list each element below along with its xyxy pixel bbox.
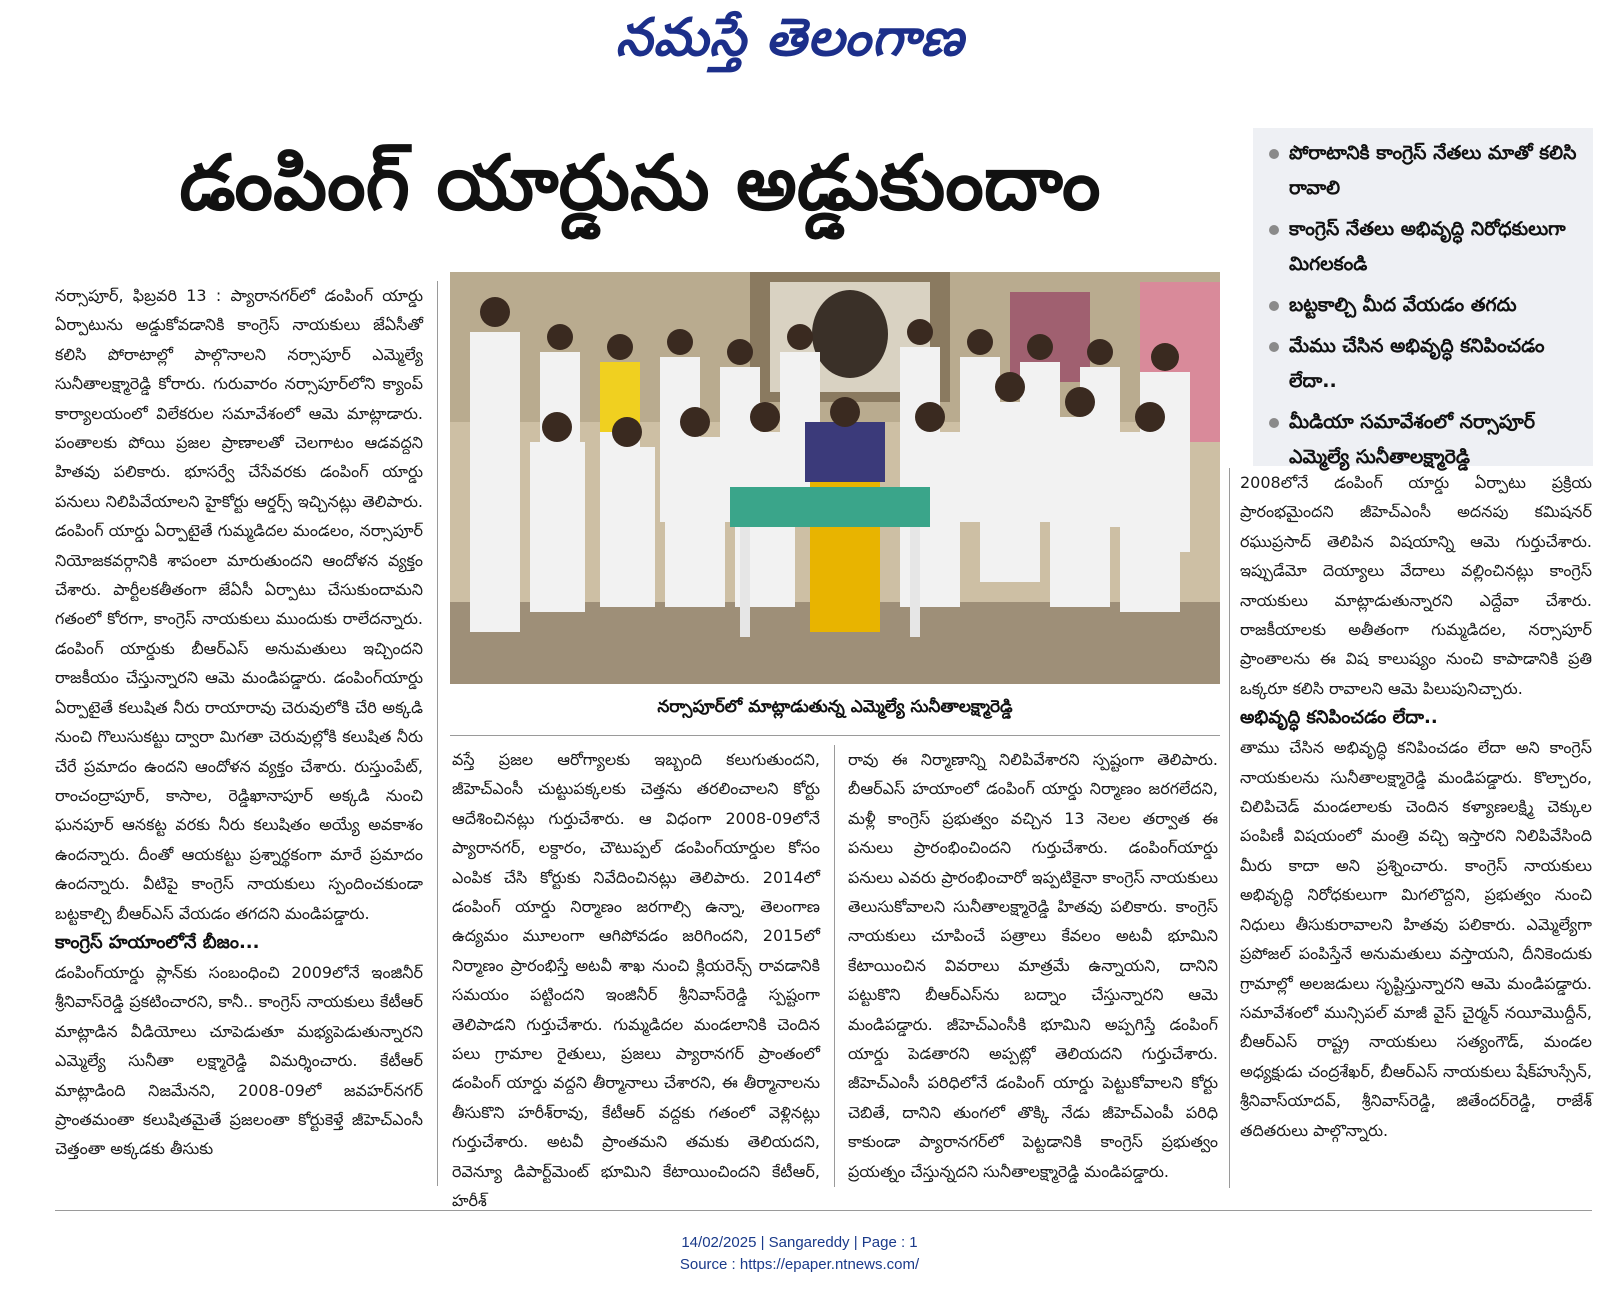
highlight-item: మీడియా సమావేశంలో నర్సాపూర్ ఎమ్మెల్యే సునీతాలక్ష్మారెడ్డి [1263, 405, 1585, 475]
highlight-item: కాంగ్రెస్ నేతలు అభివృద్ధి నిరోధకులుగా మిగలకండి [1263, 212, 1585, 282]
article-subhead: కాంగ్రెస్ హయాంలోనే బీజం... [55, 931, 260, 953]
article-subhead: అభివృద్ధి కనిపించడం లేదా.. [1240, 707, 1438, 729]
article-paragraph: నర్సాపూర్, ఫిబ్రవరి 13 : ప్యారానగర్‌లో డంపింగ్ యార్డు ఏర్పాటును అడ్డుకోవడానికి కాంగ్రెస్ నాయకులు జేఏసీతో కలిసి పోరాటాల్లో పాల్గొనాలని నర్సాపూర్ ఎమ్మెల్యే సునీతాలక్ష్మారెడ్డి కోరారు. గురువారం నర్సాపూర్‌లోని క్యాంప్ కార్యాలయంలో విలేకరుల సమావేశంలో ఆమె మాట్లాడారు. పంతాలకు పోయి ప్రజల ప్రాణాలతో చెలగాటం ఆడవద్దని హితవు పలికారు. భూసర్వే చేసేవరకు డంపింగ్ యార్డు పనులు నిలిపివేయాలని హైకోర్టు ఆర్డర్స్ ఇచ్చినట్లు తెలిపారు. డంపింగ్ యార్డు ఏర్పాటైతే గుమ్మడిదల మండలం, నర్సాపూర్ నియోజకవర్గానికి శాపంలా మారుతుందని ఆందోళన వ్యక్తం చేశారు. పార్టీలకతీతంగా జేఏసీ ఏర్పాటు చేసుకుందామని గతంలో కోరగా, కాంగ్రెస్ నాయకులు ముందుకు రాలేదన్నారు. డంపింగ్ యార్డుకు బీఆర్ఎస్ అనుమతులు ఇచ్చిందని రాజకీయం చేస్తున్నారని ఆమె మండిపడ్డారు. డంపింగ్‌యార్డు ఏర్పాటైతే కలుషిత నీరు రాయారావు చెరువులోకి చేరి అక్కడి నుంచి గొలుసుకట్టు ద్వారా మిగతా చెరువుల్లోకి కలుషిత నీరు చేరే ప్రమాదం ఉందని ఆందోళన వ్యక్తం చేశారు. రుస్తుంపేట్, రాంచంద్రాపూర్, కాసాల, రెడ్డిఖానాపూర్ అక్కడి నుంచి ఘనపూర్ ఆనకట్ట వరకు నీరు కలుషితం అయ్యే అవకాశం ఉందన్నారు. దీంతో ఆయకట్టు ప్రశ్నార్థకంగా మారే ప్రమాదం ఉందన్నారు. వీటిపై కాంగ్రెస్ నాయకులు స్పందించకుండా బట్టకాల్చి బీఆర్ఎస్ వేయడం తగదని మండిపడ్డారు. [55, 286, 423, 923]
article-column-4 [1240, 468, 1592, 1188]
highlight-item: పోరాటానికి కాంగ్రెస్ నేతలు మాతో కలిసి రావాలి [1263, 136, 1585, 206]
bullet-icon [1269, 149, 1279, 159]
article-paragraph: వస్తే ప్రజల ఆరోగ్యాలకు ఇబ్బంది కలుగుతుందని, జీహెచ్‌ఎంసీ చుట్టుపక్కలకు చెత్తను తరలించాలని కోర్టు ఆదేశించినట్లు గుర్తుచేశారు. ఆ విధంగా 2008-09లోనే ప్యారానగర్, లక్దారం, చౌటుప్పల్ డంపింగ్‌యార్డుల కోసం ఎంపిక చేసి కోర్టుకు నివేదించినట్లు తెలిపారు. 2014లో డంపింగ్ యార్డు నిర్మాణం జరగాల్సి ఉన్నా, తెలంగాణ ఉద్యమం మూలంగా ఆగిపోవడం జరిగిందని, 2015లో నిర్మాణం ప్రారంభిస్తే అటవీ శాఖ నుంచి క్లియరెన్స్ రావడానికి సమయం పట్టిందని ఇంజినీర్ శ్రీనివాస్‌రెడ్డి స్పష్టంగా తెలిపాడని గుర్తుచేశారు. గుమ్మడిదల మండలానికి చెందిన పలు గ్రామాల రైతులు, ప్రజలు ప్యారానగర్ ప్రాంతంలో డంపింగ్ యార్డు వద్దని తీర్మానాలు చేశారని, ఈ తీర్మానాలను తీసుకొని హరీశ్‌రావు, కేటీఆర్ వద్దకు గతంలో వెళ్లినట్లు గుర్తుచేశారు. అటవీ ప్రాంతమని తమకు తెలియదని, రెవెన్యూ డిపార్ట్‌మెంట్ భూమిని కేటాయించిందని కేటీఆర్, హరీశ్ [452, 750, 820, 1211]
headline: డంపింగ్ యార్డును అడ్డుకుందాం [179, 138, 1101, 227]
column-divider [1229, 468, 1230, 1188]
article-paragraph: రావు ఈ నిర్మాణాన్ని నిలిపివేశారని స్పష్టంగా తెలిపారు. బీఆర్ఎస్ హయాంలో డంపింగ్ యార్డు నిర్మాణం జరగలేదని, మళ్లీ కాంగ్రెస్ ప్రభుత్వం వచ్చిన 13 నెలల తర్వాత ఈ పనులు ప్రారంభించిందని గుర్తుచేశారు. డంపింగ్‌యార్డు పనులు ఎవరు ప్రారంభించారో ఇప్పటికైనా కాంగ్రెస్ నాయకులు తెలుసుకోవాలని సునీతాలక్ష్మారెడ్డి హితవు పలికారు. కాంగ్రెస్ నాయకులు చూపించే పత్రాలు కేవలం అటవీ భూమిని కేటాయించిన వివరాలు మాత్రమే ఉన్నాయని, దానిని పట్టుకొని బీఆర్ఎస్‌ను బద్నాం చేస్తున్నారని ఆమె మండిపడ్డారు. జీహెచ్‌ఎంసీకి భూమిని అప్పగిస్తే డంపింగ్ యార్డు పెడతారని అప్పట్లో తెలియదని గుర్తుచేశారు. జీహెచ్‌ఎంసీ పరిధిలోనే డంపింగ్ యార్డు పెట్టుకోవాలని కోర్టు చెబితే, దానిని తుంగలో తొక్కి నేడు జీహెచ్‌ఎంపీ పరిధి కాకుండా ప్యారానగర్‌లో పెట్టడానికి కాంగ్రెస్ ప్రభుత్వం ప్రయత్నం చేస్తున్నదని సునీతాలక్ష్మారెడ్డి మండిపడ్డారు. [848, 750, 1218, 1181]
article-paragraph: డంపింగ్‌యార్డు ప్లాన్‌కు సంబంధించి 2009లోనే ఇంజినీర్ శ్రీనివాస్‌రెడ్డి ప్రకటించారని, కానీ.. కాంగ్రెస్ నాయకులు కేటీఆర్ మాట్లాడిన వీడియోలు చూపెడుతూ మభ్యపెడుతున్నారని ఎమ్మెల్యే సునీతా లక్ష్మారెడ్డి విమర్శించారు. కేటీఆర్ మాట్లాడింది నిజమేనని, 2008-09లో జవహర్‌నగర్ ప్రాంతమంతా కలుషితమైతే ప్రజలంతా కోర్టుకెళ్తే జీహెచ్‌ఎంసీ చెత్తంతా అక్కడకు తీసుకు [55, 962, 423, 1159]
article-column-3 [848, 745, 1218, 1187]
bullet-icon [1269, 301, 1279, 311]
article-paragraph: 2008లోనే డంపింగ్ యార్డు ఏర్పాటు ప్రక్రియ ప్రారంభమైందని జీహెచ్‌ఎంసీ అదనపు కమిషనర్ రఘుప్రసాద్ తెలిపిన విషయాన్ని ఆమె గుర్తుచేశారు. ఇప్పుడేమో దెయ్యాలు వేదాలు వల్లించినట్లు కాంగ్రెస్ నాయకులు మాట్లాడుతున్నారని ఎద్దేవా చేశారు. రాజకీయాలకు అతీతంగా గుమ్మడిదల, నర్సాపూర్ ప్రాంతాలను ఈ విష కాలుష్యం నుంచి కాపాడానికి ప్రతి ఒక్కరూ కలిసి రావాలని ఆమె పిలుపునిచ్చారు. [1240, 473, 1592, 698]
highlights-box [1253, 128, 1593, 466]
highlight-item: బట్టకాల్చి మీద వేయడం తగదు [1263, 288, 1585, 323]
footer-rule [55, 1210, 1592, 1211]
article-column-2 [452, 745, 820, 1211]
photo-caption: నర్సాపూర్‌లో మాట్లాడుతున్న ఎమ్మెల్యే సునీతాలక్ష్మారెడ్డి [657, 697, 1013, 717]
highlight-item: మేము చేసిన అభివృద్ధి కనిపించడం లేదా.. [1263, 329, 1585, 399]
column-divider [834, 745, 835, 1187]
footer-edition: 14/02/2025 | Sangareddy | Page : 1 [681, 1234, 918, 1251]
column-divider [437, 281, 438, 1186]
bullet-icon [1269, 418, 1279, 428]
masthead-logo: నమస్తే తెలంగాణ [615, 8, 965, 68]
bullet-icon [1269, 342, 1279, 352]
bullet-icon [1269, 225, 1279, 235]
article-column-1 [55, 281, 423, 1186]
footer-source[interactable]: Source : https://epaper.ntnews.com/ [679, 1256, 920, 1273]
caption-rule [450, 735, 1220, 736]
news-photo [450, 272, 1220, 684]
article-paragraph: తాము చేసిన అభివృద్ధి కనిపించడం లేదా అని కాంగ్రెస్ నాయకులను సునీతాలక్ష్మారెడ్డి మండిపడ్డారు. కొల్చారం, చిలిపిచెడ్ మండలాలకు చెందిన కళ్యాణలక్ష్మి చెక్కుల పంపిణీ విషయంలో మంత్రి వచ్చి ఇస్తారని నిలిపివేసింది మీరు కాదా అని ప్రశ్నించారు. కాంగ్రెస్ నాయకులు అభివృద్ధి నిరోధకులుగా మిగలొద్దని, ప్రభుత్వం నుంచి నిధులు తీసుకురావాలని హితవు పలికారు. ఎమ్మెల్యేగా ప్రపోజల్ పంపిస్తేనే అనుమతులు వస్తాయని, దీనికెందుకు గ్రామాల్లో అలజడులు సృష్టిస్తున్నారని ఆమె మండిపడ్డారు. సమావేశంలో మున్సిపల్ మాజీ వైస్ చైర్మన్ నయీమొద్దీన్, బీఆర్ఎస్ రాష్ట్ర నాయకులు సత్యంగౌడ్, మండల అధ్యక్షుడు చంద్రశేఖర్, బీఆర్ఎస్ నాయకులు షేక్‌హుస్సేన్, శ్రీనివాస్‌యాదవ్, శ్రీనివాస్‌రెడ్డి, జితేందర్‌రెడ్డి, రాజేశ్ తదితరులు పాల్గొన్నారు. [1240, 738, 1592, 1140]
